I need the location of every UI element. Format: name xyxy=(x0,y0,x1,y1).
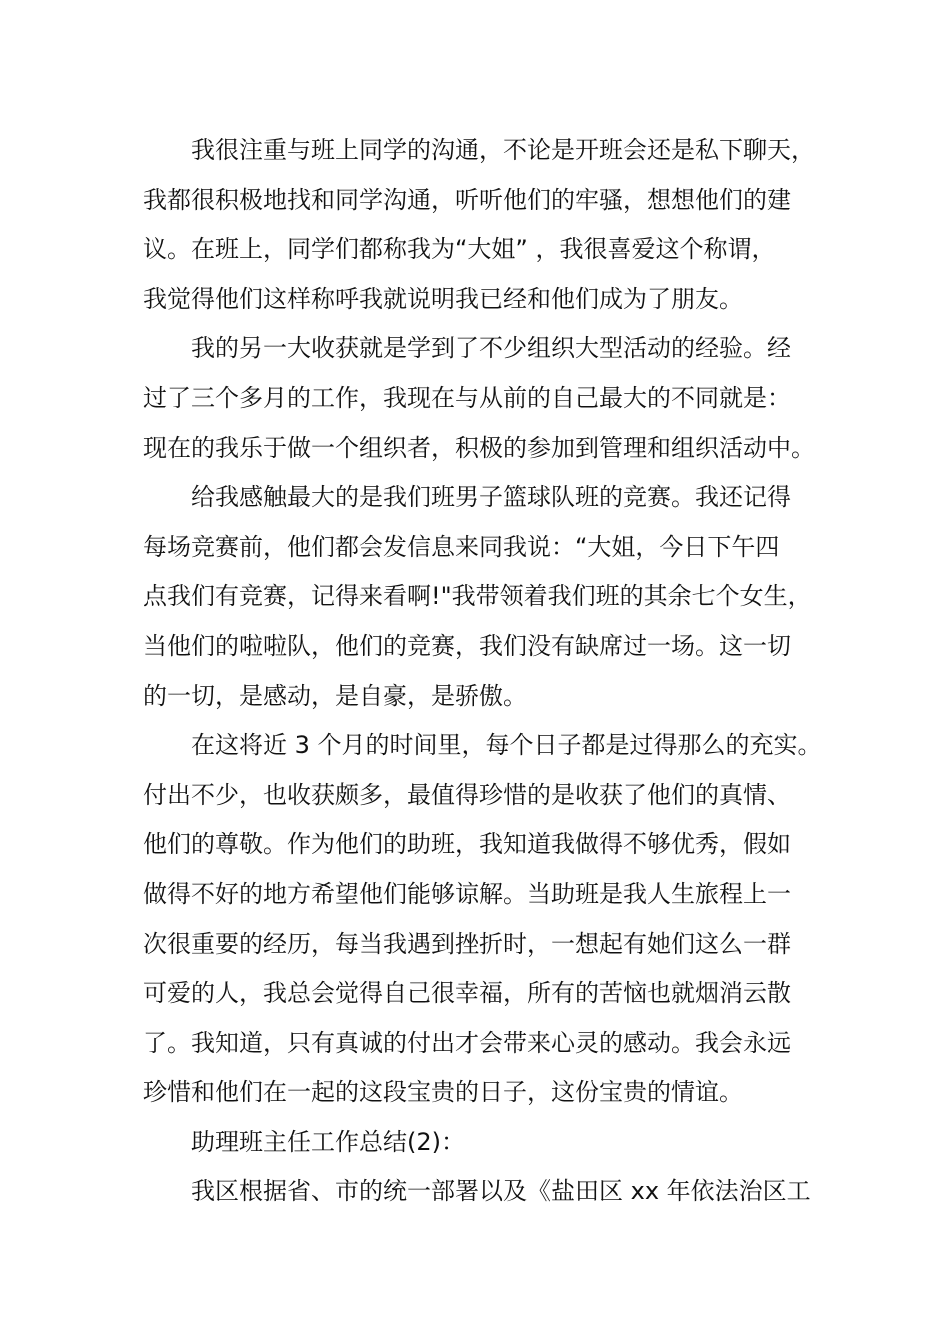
section-heading: 助理班主任工作总结(2)： xyxy=(191,1127,465,1156)
text-line: 现在的我乐于做一个组织者，积极的参加到管理和组织活动中。 xyxy=(143,433,815,462)
text-line: 在这将近 3 个月的时间里，每个日子都是过得那么的充实。 xyxy=(191,731,822,760)
text-line: 当他们的啦啦队，他们的竞赛，我们没有缺席过一场。这一切 xyxy=(143,631,791,660)
text-line: 过了三个多月的工作，我现在与从前的自己最大的不同就是： xyxy=(143,383,791,412)
text-line: 我的另一大收获就是学到了不少组织大型活动的经验。经 xyxy=(191,334,791,363)
text-line: 给我感触最大的是我们班男子篮球队班的竞赛。我还记得 xyxy=(191,483,791,512)
text-line: 点我们有竞赛，记得来看啊!"我带领着我们班的其余七个女生， xyxy=(143,582,812,611)
text-line: 议。在班上，同学们都称我为“大姐” ，我很喜爱这个称谓， xyxy=(143,235,776,264)
text-line: 珍惜和他们在一起的这段宝贵的日子，这份宝贵的情谊。 xyxy=(143,1078,743,1107)
text-line: 我觉得他们这样称呼我就说明我已经和他们成为了朋友。 xyxy=(143,284,743,313)
text-line: 我很注重与班上同学的沟通，不论是开班会还是私下聊天， xyxy=(191,136,815,164)
text-line: 付出不少，也收获颇多，最值得珍惜的是收获了他们的真情、 xyxy=(143,780,791,809)
text-line: 他们的尊敬。作为他们的助班，我知道我做得不够优秀，假如 xyxy=(143,830,791,859)
text-line: 的一切，是感动，是自豪，是骄傲。 xyxy=(143,681,527,710)
text-line: 做得不好的地方希望他们能够谅解。当助班是我人生旅程上一 xyxy=(143,879,791,908)
text-line: 每场竞赛前，他们都会发信息来同我说：“大姐，今日下午四 xyxy=(143,532,780,561)
document-body xyxy=(143,126,823,1217)
text-line: 可爱的人，我总会觉得自己很幸福，所有的苦恼也就烟消云散 xyxy=(143,979,791,1008)
text-line: 我都很积极地找和同学沟通，听听他们的牢骚，想想他们的建 xyxy=(143,185,791,214)
text-line: 我区根据省、市的统一部署以及《盐田区 xx 年依法治区工 xyxy=(191,1177,811,1206)
text-line: 次很重要的经历，每当我遇到挫折时，一想起有她们这么一群 xyxy=(143,929,791,958)
text-line: 了。我知道，只有真诚的付出才会带来心灵的感动。我会永远 xyxy=(143,1028,791,1057)
